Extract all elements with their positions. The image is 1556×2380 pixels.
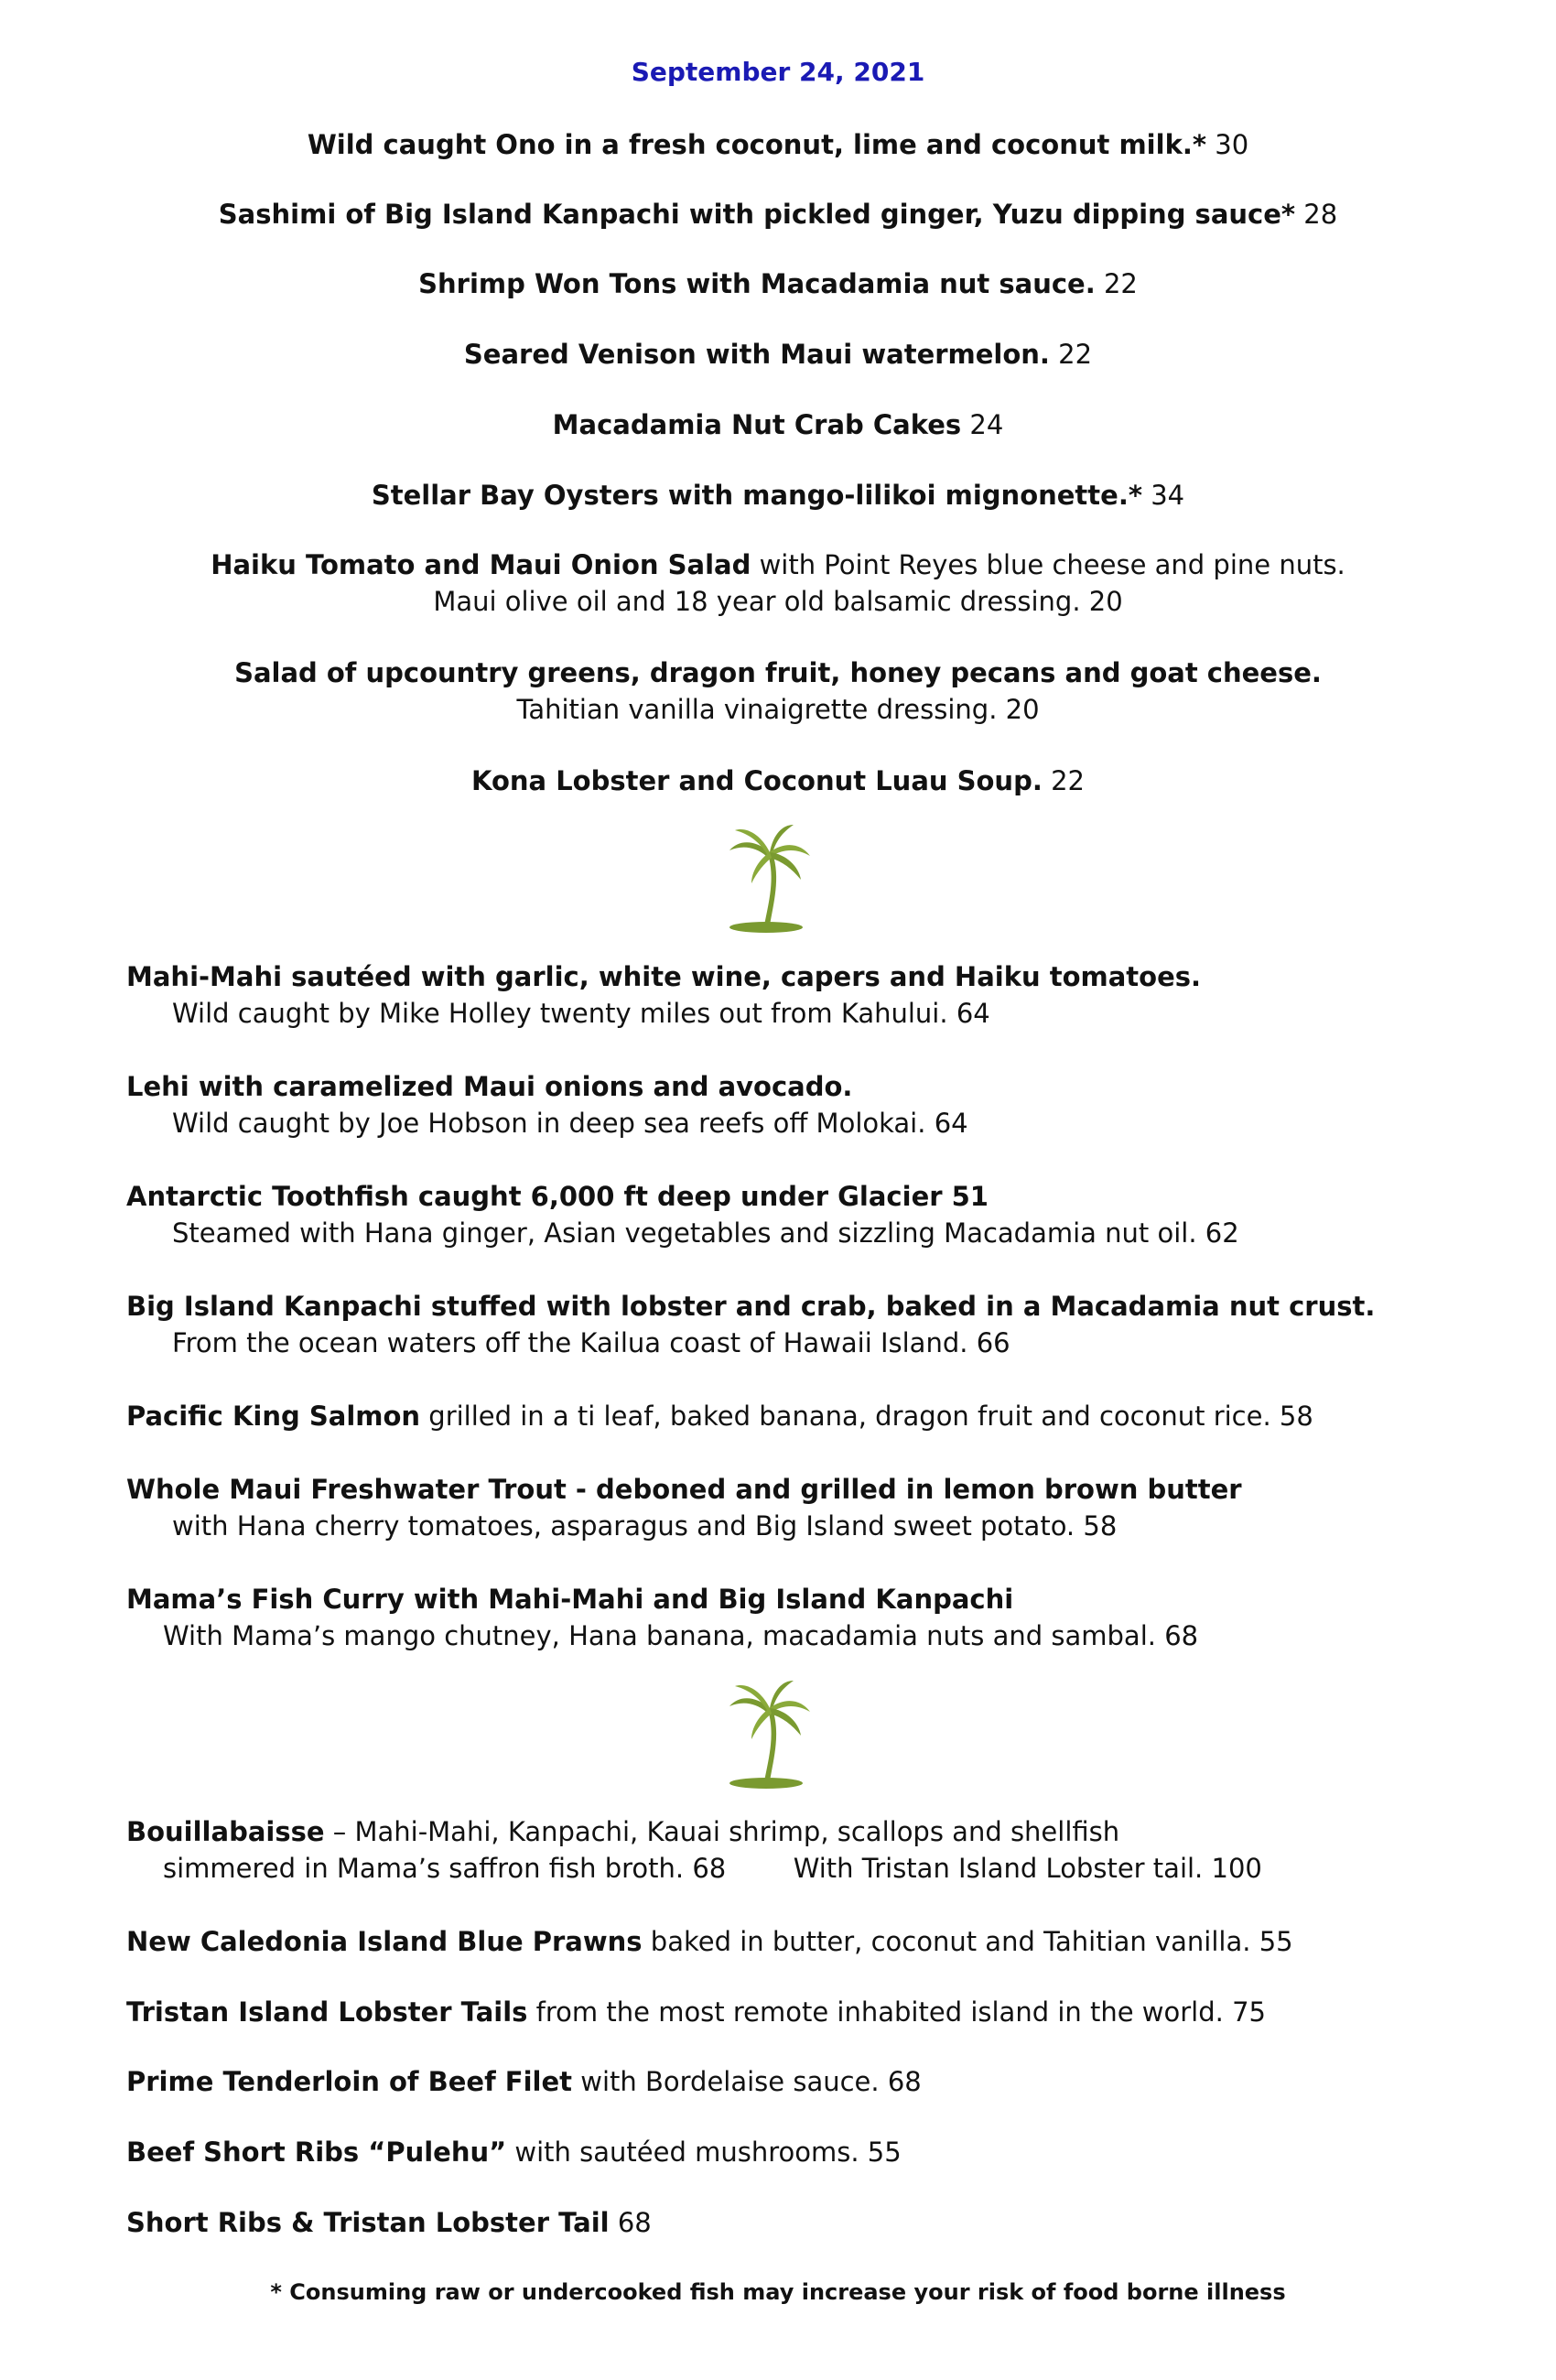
- item-price: 22: [1103, 268, 1138, 299]
- item-name: Sashimi of Big Island Kanpachi with pickled ginger, Yuzu dipping sauce*: [218, 199, 1296, 230]
- salad-item: [0, 654, 1556, 728]
- item-name: Macadamia Nut Crab Cakes: [552, 409, 962, 440]
- palm-tree-icon: [719, 1675, 819, 1794]
- salad-item: [0, 546, 1556, 620]
- item-description-line2: simmered in Mama’s saffron fish broth.: [163, 1853, 685, 1884]
- item-price: 58: [1083, 1510, 1118, 1542]
- item-price: 22: [1058, 339, 1093, 370]
- main-item: [126, 2134, 1463, 2170]
- raw-fish-disclaimer: * Consuming raw or undercooked fish may increase your risk of food borne illness: [270, 2279, 1286, 2305]
- item-price: 64: [956, 998, 990, 1029]
- item-price: 30: [1215, 129, 1249, 160]
- appetizer-item: [0, 196, 1556, 233]
- item-description: grilled in a ti leaf, baked banana, dragon fruit and coconut rice.: [428, 1401, 1271, 1432]
- item-price: 20: [1088, 586, 1123, 617]
- item-description: Wild caught by Joe Hobson in deep sea reefs off Molokai.: [172, 1108, 926, 1139]
- item-name: Kona Lobster and Coconut Luau Soup.: [471, 765, 1043, 796]
- item-price: 55: [867, 2137, 902, 2168]
- item-description: Wild caught by Mike Holley twenty miles out from Kahului.: [172, 998, 948, 1029]
- fish-item: [126, 1288, 1463, 1361]
- item-price: 75: [1232, 1996, 1266, 2028]
- item-name: Tristan Island Lobster Tails: [126, 1996, 528, 2028]
- appetizer-item: [0, 336, 1556, 373]
- item-price: 20: [1005, 694, 1040, 725]
- item-name: Bouillabaisse: [126, 1816, 325, 1847]
- fish-item: [126, 1178, 1463, 1251]
- item-description: with Bordelaise sauce.: [580, 2066, 880, 2097]
- appetizer-item: [0, 477, 1556, 514]
- item-price: 58: [1279, 1401, 1313, 1432]
- item-name: Mama’s Fish Curry with Mahi-Mahi and Big Island Kanpachi: [126, 1584, 1014, 1615]
- item-description: – Mahi-Mahi, Kanpachi, Kauai shrimp, scallops and shellfish: [332, 1816, 1120, 1847]
- main-item: [126, 1813, 1463, 1887]
- main-item: [126, 1994, 1463, 2030]
- item-price: 68: [1164, 1620, 1199, 1651]
- item-description-line2: Maui olive oil and 18 year old balsamic dressing.: [433, 586, 1081, 617]
- item-price: 34: [1151, 480, 1185, 511]
- item-description: Steamed with Hana ginger, Asian vegetables and sizzling Macadamia nut oil.: [172, 1217, 1197, 1249]
- item-description: from the most remote inhabited island in the world.: [535, 1996, 1224, 2028]
- item-price: 68: [617, 2207, 652, 2238]
- item-name: Antarctic Toothfish caught 6,000 ft deep under Glacier 51: [126, 1181, 989, 1212]
- item-name: Prime Tenderloin of Beef Filet: [126, 2066, 573, 2097]
- item-name: Pacific King Salmon: [126, 1401, 421, 1432]
- item-description-line2: Tahitian vanilla vinaigrette dressing.: [516, 694, 998, 725]
- main-item: [126, 2063, 1463, 2100]
- item-name: Shrimp Won Tons with Macadamia nut sauce.: [418, 268, 1096, 299]
- item-description: with Hana cherry tomatoes, asparagus and Big Island sweet potato.: [172, 1510, 1075, 1542]
- item-description: with Point Reyes blue cheese and pine nuts.: [759, 549, 1345, 580]
- main-item: [126, 2204, 1463, 2241]
- menu-date: September 24, 2021: [631, 57, 925, 87]
- fish-item: [126, 1581, 1463, 1654]
- item-description: From the ocean waters off the Kailua coast of Hawaii Island.: [172, 1327, 968, 1358]
- palm-tree-icon: [719, 819, 819, 938]
- item-name: Big Island Kanpachi stuffed with lobster and crab, baked in a Macadamia nut crust.: [126, 1291, 1376, 1322]
- item-price: 55: [1259, 1926, 1293, 1957]
- item-price: 62: [1205, 1217, 1239, 1249]
- fish-item: [126, 1471, 1463, 1544]
- appetizer-item: [0, 406, 1556, 443]
- item-name: Salad of upcountry greens, dragon fruit, honey pecans and goat cheese.: [234, 657, 1322, 688]
- item-price: 68: [887, 2066, 922, 2097]
- main-item: [126, 1923, 1463, 1960]
- soup-item: [0, 763, 1556, 799]
- item-price: 22: [1051, 765, 1085, 796]
- item-description: With Mama’s mango chutney, Hana banana, macadamia nuts and sambal.: [163, 1620, 1156, 1651]
- item-name: Haiku Tomato and Maui Onion Salad: [211, 549, 751, 580]
- item-name: Short Ribs & Tristan Lobster Tail: [126, 2207, 610, 2238]
- item-description: with sautéed mushrooms.: [514, 2137, 859, 2168]
- item-addon-price: 100: [1211, 1853, 1262, 1884]
- item-price: 68: [692, 1853, 727, 1884]
- item-name: Whole Maui Freshwater Trout - deboned and grilled in lemon brown butter: [126, 1474, 1242, 1505]
- item-price: 64: [934, 1108, 968, 1139]
- item-name: Mahi-Mahi sautéed with garlic, white wine, capers and Haiku tomatoes.: [126, 961, 1202, 992]
- appetizer-item: [0, 265, 1556, 302]
- item-name: Stellar Bay Oysters with mango-lilikoi mignonette.*: [371, 480, 1143, 511]
- item-price: 24: [969, 409, 1004, 440]
- fish-item: [126, 1068, 1463, 1141]
- item-price: 28: [1303, 199, 1338, 230]
- item-name: Lehi with caramelized Maui onions and avocado.: [126, 1071, 853, 1102]
- item-name: Beef Short Ribs “Pulehu”: [126, 2137, 507, 2168]
- item-description: baked in butter, coconut and Tahitian vanilla.: [650, 1926, 1251, 1957]
- appetizer-item: [0, 126, 1556, 163]
- fish-item: [126, 958, 1463, 1032]
- item-addon: With Tristan Island Lobster tail.: [793, 1853, 1204, 1884]
- fish-item: [126, 1398, 1463, 1434]
- item-name: New Caledonia Island Blue Prawns: [126, 1926, 643, 1957]
- item-name: Wild caught Ono in a fresh coconut, lime and coconut milk.*: [307, 129, 1207, 160]
- item-price: 66: [976, 1327, 1010, 1358]
- item-name: Seared Venison with Maui watermelon.: [463, 339, 1050, 370]
